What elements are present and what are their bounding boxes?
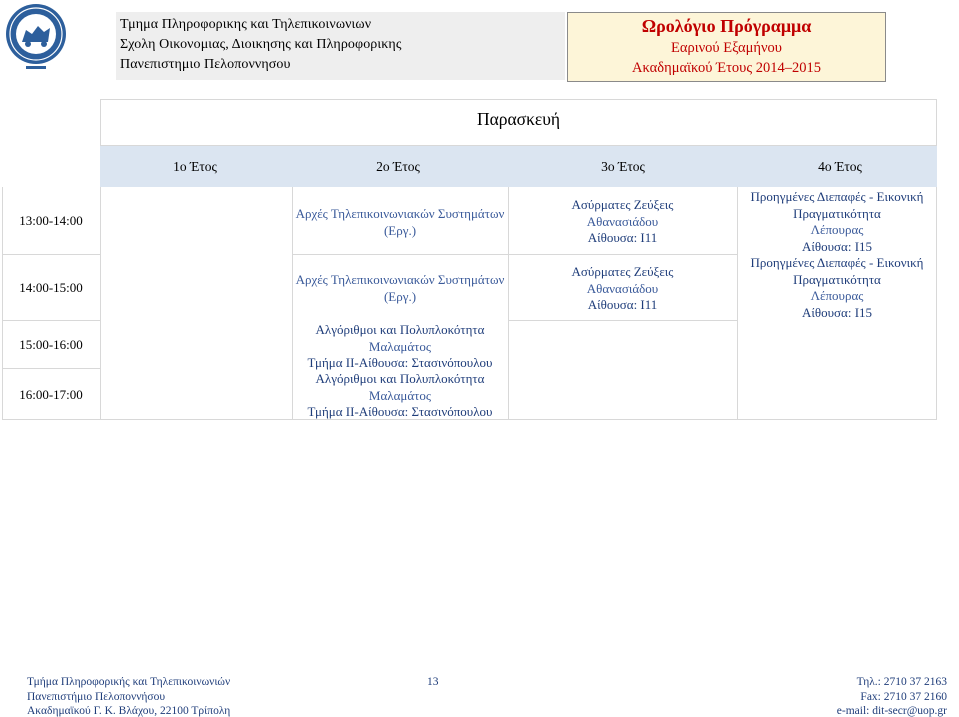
schedule-title: Ωρολόγιο Πρόγραμμα	[641, 16, 812, 36]
year-3-label: 3ο Έτος	[601, 159, 645, 174]
grid-divider	[508, 254, 737, 255]
footer-fax: Fax: 2710 37 2160	[860, 690, 947, 703]
course-title: Αλγόριθμοι και Πολυπλοκότητα	[315, 322, 485, 337]
course-cell	[292, 206, 508, 239]
course-instructor: Αθανασιάδου	[586, 213, 659, 229]
year-2-label: 2ο Έτος	[376, 159, 420, 174]
footer-contact	[837, 675, 947, 717]
schedule-title-box	[567, 12, 886, 82]
grid-divider	[2, 320, 100, 321]
course-instructor: Λέπουρας	[810, 288, 864, 303]
footer-department: Τμήμα Πληροφορικής και Τηλεπικοινωνιών	[27, 676, 231, 688]
course-instructor: Αθανασιάδου	[586, 280, 659, 296]
semester-label: Εαρινού Εξαμήνου	[671, 40, 782, 56]
footer-street: Ακαδημαϊκού Γ. Κ. Βλάχου, 22100 Τρίπολη	[27, 705, 231, 717]
course-instructor: Μαλαμάτος	[368, 387, 432, 403]
grid-divider	[508, 320, 737, 321]
day-header	[100, 99, 937, 146]
course-title: Αρχές Τηλεπικοινωνιακών Συστημάτων (Εργ.)	[295, 272, 505, 304]
academic-year-label: Ακαδημαϊκού Έτους 2014–2015	[632, 60, 821, 76]
time-slot-label: 14:00-15:00	[19, 280, 83, 295]
course-room: Αίθουσα: Ι11	[587, 297, 658, 312]
course-cell	[292, 371, 508, 421]
grid-divider	[100, 187, 101, 420]
course-cell	[737, 189, 937, 255]
year-1-label: 1ο Έτος	[173, 159, 217, 174]
school-name: Σχολη Οικονομιας, Διοικησης και Πληροφορικης	[120, 37, 402, 52]
year-header-row	[100, 146, 937, 187]
course-cell	[508, 197, 737, 247]
department-name: Τμημα Πληροφορικης και Τηλεπικοινωνιων	[120, 17, 372, 32]
day-title: Παρασκευή	[476, 109, 561, 129]
grid-divider	[292, 254, 508, 255]
course-instructor: Μαλαμάτος	[368, 338, 432, 354]
course-cell	[292, 272, 508, 305]
university-seal-logo	[4, 0, 68, 82]
footer-address	[27, 675, 230, 717]
course-title: Αλγόριθμοι και Πολυπλοκότητα	[315, 371, 485, 386]
course-title: Προηγμένες Διεπαφές - Εικονική Πραγματικότητα	[750, 255, 924, 287]
course-room: Τμήμα ΙΙ-Αίθουσα: Στασινόπουλου	[307, 404, 493, 419]
footer-phone: Τηλ.: 2710 37 2163	[856, 676, 947, 688]
time-slot-label: 16:00-17:00	[19, 387, 83, 402]
year-4-label: 4ο Έτος	[818, 159, 862, 174]
course-room: Αίθουσα: Ι15	[801, 238, 873, 254]
course-instructor: Λέπουρας	[810, 222, 864, 237]
course-title: Αρχές Τηλεπικοινωνιακών Συστημάτων (Εργ.)	[295, 206, 505, 238]
course-cell	[508, 264, 737, 314]
time-slot-label: 13:00-14:00	[19, 213, 83, 228]
course-room: Τμήμα ΙΙ-Αίθουσα: Στασινόπουλου	[307, 355, 493, 370]
course-room: Αίθουσα: Ι11	[587, 230, 658, 245]
course-title: Ασύρματες Ζεύξεις	[571, 197, 674, 212]
footer-university: Πανεπιστήμιο Πελοποννήσου	[27, 690, 166, 703]
grid-divider	[2, 254, 100, 255]
course-cell	[292, 322, 508, 372]
course-room: Αίθουσα: Ι15	[801, 304, 873, 320]
page-number: 13	[427, 676, 439, 688]
footer-email[interactable]: e-mail: dit-secr@uop.gr	[836, 705, 947, 717]
time-slot-label: 15:00-16:00	[19, 337, 83, 352]
course-cell	[737, 255, 937, 321]
university-name: Πανεπιστημιο Πελοποννησου	[120, 57, 291, 72]
grid-divider	[2, 368, 100, 369]
course-title: Ασύρματες Ζεύξεις	[571, 264, 674, 279]
course-title: Προηγμένες Διεπαφές - Εικονική Πραγματικότητα	[750, 189, 924, 221]
